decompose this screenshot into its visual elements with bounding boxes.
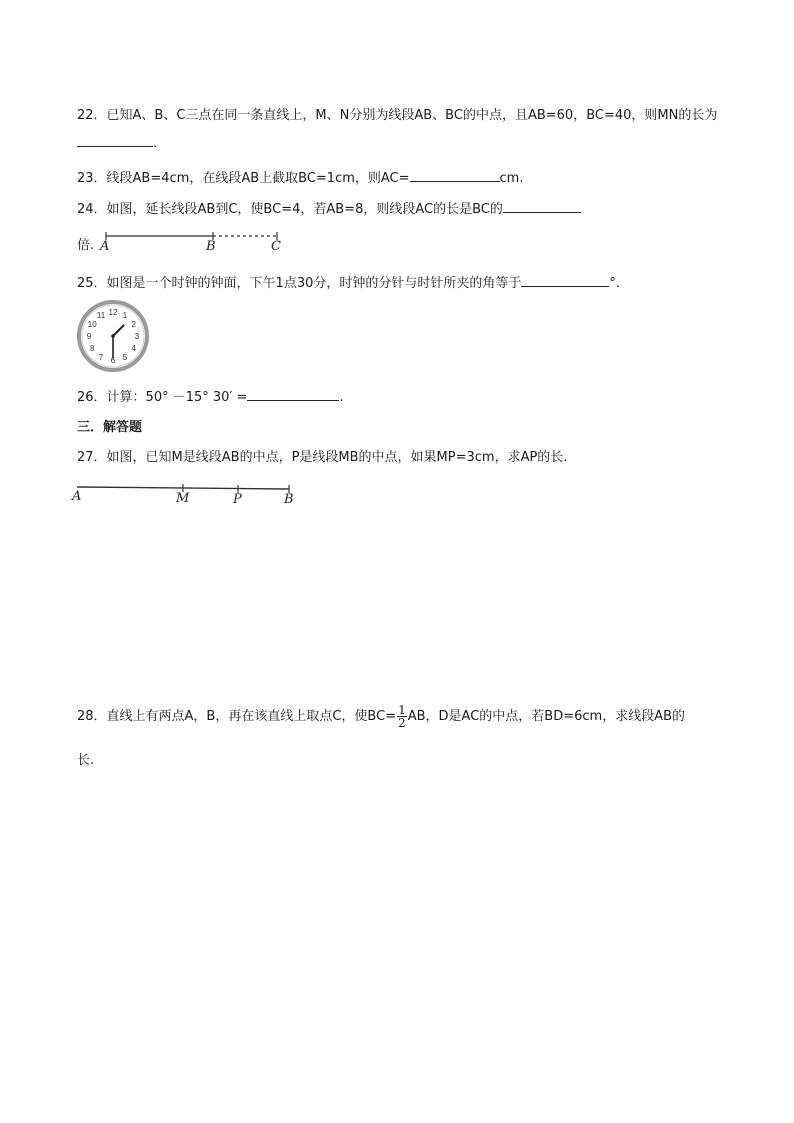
question-24-line2 [77, 234, 94, 253]
question-22 [77, 104, 717, 123]
fraction-denominator: 2 [398, 716, 406, 730]
section-3-title: 三．解答题 [77, 420, 143, 435]
answer-blank-24[interactable] [503, 200, 581, 213]
question-26 [77, 386, 344, 405]
question-23-text: 23．线段AB=4cm，在线段AB上截取BC=1cm，则AC= [77, 171, 410, 186]
clock-number: 1 [122, 311, 128, 321]
clock-number: 2 [131, 320, 137, 329]
clock-number: 12 [108, 308, 118, 317]
question-24-text: 24．如图，延长线段AB到C，使BC=4，若AB=8，则线段AC的长是BC的 [77, 202, 503, 217]
label-b: B [284, 492, 294, 507]
question-28-text: 28．直线上有两点A，B，再在该直线上取点C，使BC= [77, 709, 397, 724]
clock-number: 5 [122, 352, 128, 362]
question-23-unit: cm. [499, 171, 524, 186]
question-28 [77, 704, 685, 729]
question-23 [77, 167, 523, 186]
segment-figure-24 [100, 228, 290, 254]
label-c: C [271, 239, 281, 254]
clock-number: 8 [89, 344, 95, 353]
answer-blank-25[interactable] [521, 274, 609, 287]
answer-blank-22[interactable] [77, 134, 153, 147]
section-heading [77, 416, 142, 435]
segment-figure-27 [72, 481, 302, 507]
label-p: P [233, 492, 242, 507]
question-24-suffix: 倍. [77, 238, 95, 253]
question-25-text: 25．如图是一个时钟的钟面，下午1点30分，时钟的分针与时针所夹的角等于 [77, 276, 522, 291]
fraction-numerator: 1 [398, 703, 406, 717]
clock-number: 9 [86, 332, 92, 341]
question-24 [77, 198, 581, 217]
clock-number: 11 [96, 311, 106, 321]
question-22-answer-line [77, 134, 157, 151]
question-26-text: 26．计算：50° －15° 30′ = [77, 390, 248, 405]
question-28-text-cont: AB，D是AC的中点，若BD=6cm，求线段AB的 [407, 709, 686, 724]
question-28-line2 [77, 749, 94, 768]
question-25 [77, 272, 629, 291]
question-28-end: 长. [77, 753, 95, 768]
fraction-one-half [397, 704, 407, 729]
label-b: B [206, 239, 216, 254]
clock-number: 4 [131, 344, 137, 353]
clock-number: 6 [110, 356, 116, 365]
answer-blank-23[interactable] [410, 169, 500, 182]
question-27 [77, 446, 567, 465]
label-a: A [72, 489, 82, 504]
clock-number: 10 [87, 320, 97, 329]
clock-number: 3 [134, 332, 140, 341]
answer-blank-26[interactable] [247, 388, 339, 401]
label-m: M [176, 491, 190, 506]
clock-center [111, 334, 115, 338]
question-25-unit: °． [609, 276, 629, 291]
question-22-text: 22．已知A、B、C三点在同一条直线上，M、N分别为线段AB、BC的中点，且AB=60，BC=40，则MN的长为 [77, 108, 718, 123]
clock-number: 7 [98, 352, 104, 362]
question-27-text: 27．如图，已知M是线段AB的中点，P是线段MB的中点，如果MP=3cm，求AP的长. [77, 450, 568, 465]
clock-figure [76, 299, 150, 373]
question-22-end: . [153, 136, 158, 151]
question-26-end: . [339, 390, 344, 405]
label-a: A [100, 239, 110, 254]
